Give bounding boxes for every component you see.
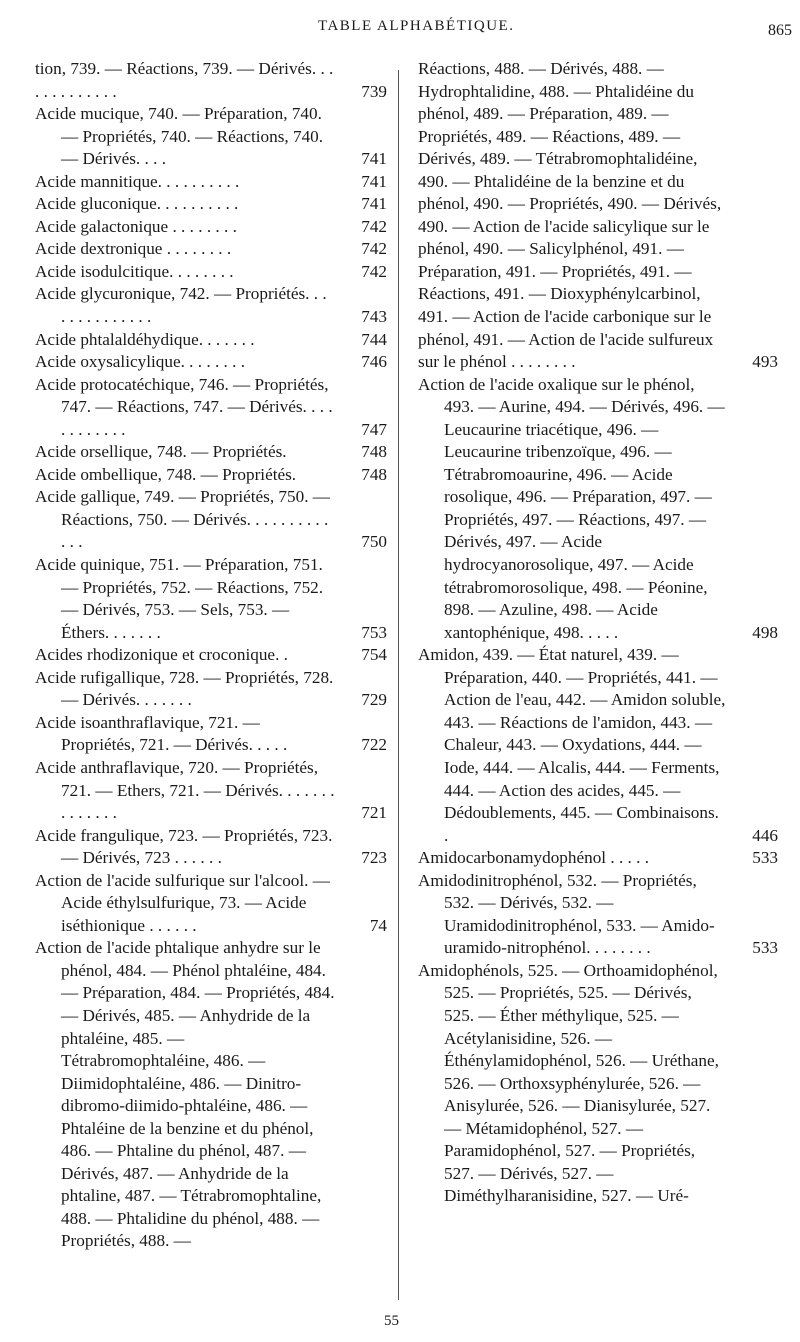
index-entry <box>35 644 387 667</box>
index-entry-page: 744 <box>361 329 387 349</box>
index-entry-text: Action de l'acide oxalique sur le phénol, 493. — Aurine, 494. — Dérivés, 496. — Leucaurine triacétique, 496. — Leucaurine tribenzoïque, 496. — Tétrabromoaurine, 496. — Acide rosolique, 496. — Préparation, 497. — Propriétés, 497. — Réactions, 497. — Dérivés, 497. — Acide hydrocyanorosolique, 497. — Acide tétrabromorosolique, 498. — Péonine, 898. — Azuline, 498. — Acide xantophénique, 498. . . . . <box>418 374 725 642</box>
index-entry-text: Acide isodulcitique. . . . . . . . <box>35 261 234 281</box>
index-entry <box>35 374 387 442</box>
index-entry-text: Amidodinitrophénol, 532. — Propriétés, 532. — Dérivés, 532. — Uramidodinitrophénol, 533. — Amido-uramido-nitrophénol. . . . . . . . <box>418 870 715 958</box>
index-entry-page: 722 <box>361 735 387 755</box>
index-entry <box>418 644 778 847</box>
index-entry-page: 746 <box>361 352 387 372</box>
index-entry <box>35 171 387 194</box>
index-entry-page: 753 <box>361 622 387 642</box>
index-entry <box>418 960 778 1208</box>
index-entry <box>418 58 778 374</box>
index-entry <box>418 847 778 870</box>
index-entry-page: 742 <box>361 261 387 281</box>
index-entry-text: Acide isoanthraflavique, 721. — Propriétés, 721. — Dérivés. . . . . <box>35 712 288 755</box>
page-number: 865 <box>768 22 792 39</box>
index-entry-text: Acide orsellique, 748. — Propriétés. <box>35 442 287 462</box>
index-entry-page: 739 <box>361 81 387 101</box>
index-entry-page: 741 <box>361 171 387 191</box>
index-entry <box>35 712 387 757</box>
index-entry-text: Action de l'acide phtalique anhydre sur le phénol, 484. — Phénol phtaléine, 484. — Préparation, 484. — Propriétés, 484. — Dérivés, 485. — Anhydride de la phtaléine, 485. — Tétrabromophtaléine, 486. — Diimidophtaléine, 486. — Dinitro-dibromo-diimido-phtaléine, 486. — Phtaléine de la benzine et du phénol, 486. — Phtaline du phénol, 487. — Dérivés, 487. — Anhydride de la phtaline, 487. — Tétrabromophtaline, 488. — Phtalidine du phénol, 488. — Propriétés, 488. — <box>35 938 335 1251</box>
index-entry-text: tion, 739. — Réactions, 739. — Dérivés. . . . . . . . . . . . . <box>35 59 334 101</box>
index-entry-text: Acide protocatéchique, 746. — Propriétés, 747. — Réactions, 747. — Dérivés. . . . . . . . . . . . <box>35 374 333 439</box>
index-entry-page: 74 <box>369 915 387 935</box>
index-entry-page: 446 <box>752 825 778 845</box>
index-entry-page: 748 <box>361 464 387 484</box>
index-entry-text: Amidon, 439. — État naturel, 439. — Préparation, 440. — Propriétés, 441. — Action de l'eau, 442. — Amidon soluble, 443. — Réactions de l'amidon, 443. — Chaleur, 443. — Oxydations, 444. — Iode, 444. — Alcalis, 444. — Ferments, 444. — Action des acides, 445. — Dédoublements, 445. — Combinaisons. . <box>418 645 726 845</box>
index-entry <box>35 329 387 352</box>
index-entry <box>35 464 387 487</box>
index-entry <box>35 216 387 239</box>
index-entry-page: 747 <box>361 419 387 439</box>
index-entry-text: Acide frangulique, 723. — Propriétés, 723. — Dérivés, 723 . . . . . . <box>35 825 333 868</box>
index-entry-text: Acide galactonique . . . . . . . . <box>35 216 237 236</box>
index-entry-page: 748 <box>361 442 387 462</box>
index-entry-page: 741 <box>361 149 387 169</box>
index-entry <box>418 870 778 960</box>
index-entry-text: Acide mucique, 740. — Préparation, 740. — Propriétés, 740. — Réactions, 740. — Dérivés. . . . <box>35 104 324 169</box>
index-entry-text: Acide gallique, 749. — Propriétés, 750. — Réactions, 750. — Dérivés. . . . . . . . . . . . . <box>35 487 330 552</box>
right-index-column <box>418 58 778 1208</box>
index-entry-page: 498 <box>752 622 778 642</box>
index-entry-page: 743 <box>361 307 387 327</box>
index-entry <box>35 937 387 1253</box>
index-entry <box>35 193 387 216</box>
index-entry <box>35 441 387 464</box>
index-entry-text: Action de l'acide sulfurique sur l'alcool. — Acide éthylsulfurique, 73. — Acide iséthionique . . . . . . <box>35 870 330 935</box>
index-entry-page: 533 <box>752 848 778 868</box>
index-entry <box>35 103 387 171</box>
index-entry-text: Acide gluconique. . . . . . . . . . <box>35 194 239 214</box>
index-entry-text: Amidophénols, 525. — Orthoamidophénol, 525. — Propriétés, 525. — Dérivés, 525. — Éther méthylique, 525. — Acétylanisidine, 526. — Éthénylamidophénol, 526. — Uréthane, 526. — Orthoxsyphénylurée, 526. — Anisylurée, 526. — Dianisylurée, 527. — Métamidophénol, 527. — Paramidophénol, 527. — Propriétés, 527. — Dérivés, 527. — Diméthylharanisidine, 527. — Uré- <box>418 960 719 1206</box>
page-header <box>0 18 800 44</box>
index-entry <box>35 870 387 938</box>
index-entry-text: Réactions, 488. — Dérivés, 488. — Hydrophtalidine, 488. — Phtalidéine du phénol, 489. — Préparation, 489. — Propriétés, 489. — Réactions, 489. — Dérivés, 489. — Tétrabromophtalidéine, 490. — Phtalidéine de la benzine et du phénol, 490. — Propriétés, 490. — Dérivés, 490. — Action de l'acide salicylique sur le phénol, 490. — Salicylphénol, 491. — Préparation, 491. — Propriétés, 491. — Réactions, 491. — Dioxyphénylcarbinol, 491. — Action de l'acide carbonique sur le phénol, 491. — Action de l'acide sulfureux sur le phénol . . . . . . . . <box>418 59 722 372</box>
index-entry <box>35 486 387 554</box>
running-title: TABLE ALPHABÉTIQUE. <box>318 18 515 34</box>
index-entry <box>35 667 387 712</box>
index-entry-page: 533 <box>752 938 778 958</box>
index-entry-text: Acide ombellique, 748. — Propriétés. <box>35 464 297 484</box>
index-entry-text: Acide dextronique . . . . . . . . <box>35 239 232 259</box>
index-entry-text: Acide glycuronique, 742. — Propriétés. . . . . . . . . . . . . . <box>35 284 327 327</box>
index-entry-page: 723 <box>361 848 387 868</box>
index-entry-page: 750 <box>361 532 387 552</box>
index-entry-text: Acide oxysalicylique. . . . . . . . <box>35 352 246 372</box>
index-entry-text: Acide mannitique. . . . . . . . . . <box>35 171 240 191</box>
left-index-column <box>35 58 387 1253</box>
index-entry <box>35 825 387 870</box>
index-entry-page: 721 <box>361 803 387 823</box>
index-entry-page: 754 <box>361 645 387 665</box>
index-entry-page: 741 <box>361 194 387 214</box>
index-entry-text: Acide rufigallique, 728. — Propriétés, 728. — Dérivés. . . . . . . <box>35 667 334 710</box>
index-entry-text: Amidocarbonamydophénol . . . . . <box>418 848 650 868</box>
index-entry-page: 729 <box>361 690 387 710</box>
index-entry-text: Acide anthraflavique, 720. — Propriétés, 721. — Ethers, 721. — Dérivés. . . . . . . . . . . . . . <box>35 757 335 823</box>
signature-mark: 55 <box>384 1313 399 1329</box>
index-entry <box>418 374 778 645</box>
column-divider <box>398 70 399 1300</box>
index-entry-text: Acides rhodizonique et croconique. . <box>35 645 288 665</box>
index-entry-page: 493 <box>752 352 778 372</box>
index-entry-text: Acide quinique, 751. — Préparation, 751. — Propriétés, 752. — Réactions, 752. — Dérivés, 753. — Sels, 753. — Éthers. . . . . . . <box>35 555 324 642</box>
index-entry <box>35 283 387 328</box>
index-entry <box>35 58 387 103</box>
index-entry <box>35 757 387 825</box>
index-entry <box>35 351 387 374</box>
index-entry-text: Acide phtalaldéhydique. . . . . . . <box>35 329 255 349</box>
index-entry <box>35 554 387 644</box>
index-entry-page: 742 <box>361 216 387 236</box>
index-entry-page: 742 <box>361 239 387 259</box>
index-entry <box>35 261 387 284</box>
index-entry <box>35 238 387 261</box>
